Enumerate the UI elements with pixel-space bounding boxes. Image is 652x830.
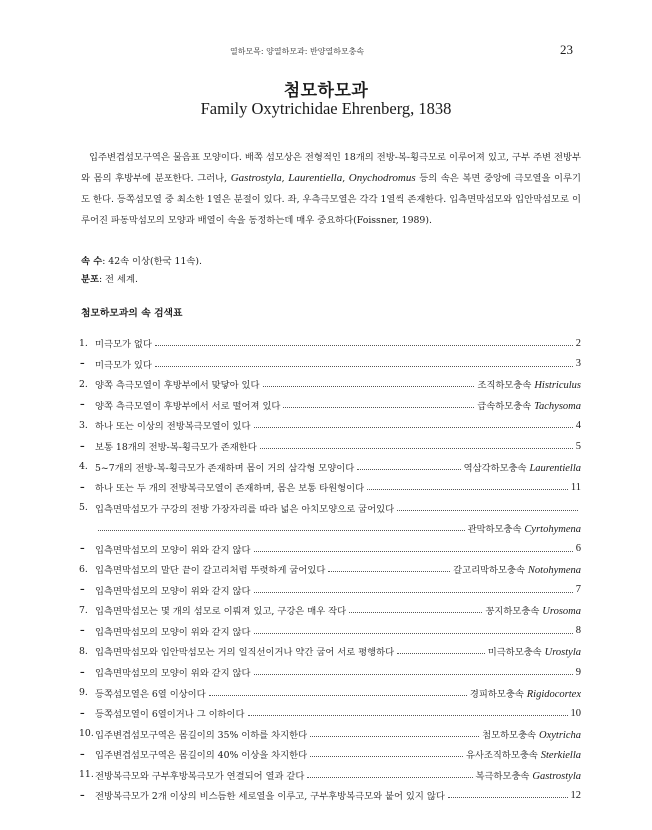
dot-leader — [357, 468, 460, 470]
dot-leader — [283, 406, 474, 408]
key-heading: 첨모하모과의 속 검색표 — [81, 308, 183, 319]
key-couplet-text: 미극모가 있다 — [95, 359, 152, 371]
genus-latin-name: Urosoma — [542, 606, 581, 618]
key-number: – — [80, 666, 85, 678]
key-line — [79, 744, 581, 765]
key-couplet-text: 입주변겹섬모구역은 몸길이의 35% 이하를 차지한다 — [95, 729, 308, 741]
key-number: – — [80, 399, 85, 411]
key-goto-number: 6 — [575, 543, 581, 555]
key-genus-result — [464, 460, 581, 474]
key-line — [79, 621, 581, 642]
key-line — [79, 600, 581, 621]
key-number: 10. — [79, 728, 94, 740]
key-number: 1. — [79, 337, 88, 349]
intro-sep-a: , — [281, 173, 289, 184]
key-genus-result — [477, 377, 581, 391]
intro-sep-b: , — [342, 173, 349, 184]
key-couplet-text: 등쪽섬모열이 6열이거나 그 이하이다 — [95, 709, 245, 721]
genus-latin-name: Oxytricha — [539, 729, 581, 741]
genus-korean-name: 유사조직하모충속 — [465, 750, 541, 762]
key-number: – — [80, 440, 85, 452]
dot-leader — [98, 529, 465, 531]
genus-latin-name: Laurentiella — [529, 462, 581, 474]
genus-korean-name: 복극하모충속 — [475, 770, 533, 782]
distribution-value: : 전 세계. — [98, 274, 138, 285]
dot-leader — [367, 488, 568, 490]
key-genus-result — [453, 562, 581, 576]
key-line — [79, 395, 581, 416]
key-line — [79, 641, 581, 662]
key-number: – — [80, 543, 85, 555]
genus-latin-name: Notohymena — [527, 565, 581, 577]
key-number: – — [80, 789, 85, 801]
dot-leader — [307, 776, 472, 778]
key-couplet-text: 입주변겹섬모구역은 몸길이의 40% 이상을 차지한다 — [95, 750, 308, 762]
key-line — [79, 580, 581, 601]
dot-leader — [155, 344, 573, 346]
genus-latin-name: Gastrostyla — [532, 770, 581, 782]
key-line — [79, 723, 581, 744]
dot-leader — [397, 652, 485, 654]
key-goto-number: 4 — [575, 419, 581, 431]
key-number: – — [80, 358, 85, 370]
genus-korean-name: 갈고리막하모충속 — [453, 565, 528, 577]
key-genus-result — [466, 747, 581, 761]
key-goto-number: 9 — [575, 666, 581, 678]
key-number: 9. — [79, 687, 88, 699]
key-number: – — [80, 707, 85, 719]
key-line — [79, 456, 581, 477]
key-goto-number: 12 — [570, 789, 581, 801]
genus-korean-name: 첨모하모충속 — [482, 729, 539, 741]
dot-leader — [209, 694, 467, 696]
key-genus-result — [468, 521, 581, 535]
key-couplet-text: 5~7개의 전방-복-횡극모가 존재하며 몸이 거의 삼각형 모양이다 — [95, 462, 355, 474]
genus-korean-name: 급속하모충속 — [477, 400, 535, 412]
key-couplet-text: 입측면막섬모의 모양이 위와 같지 않다 — [95, 626, 251, 638]
intro-paragraph — [81, 147, 581, 231]
genus-onychodromus: Onychodromus — [348, 172, 416, 184]
genus-gastrostyla: Gastrostyla — [230, 172, 282, 184]
key-couplet-text: 입측면막섬모의 말단 끝이 갈고리처럼 뚜렷하게 굽어있다 — [95, 565, 326, 577]
key-number: – — [80, 748, 85, 760]
key-genus-result — [485, 603, 581, 617]
genus-latin-name: Cyrtohymena — [524, 524, 581, 536]
dot-leader — [310, 755, 463, 757]
key-line — [79, 682, 581, 703]
dot-leader — [448, 796, 568, 798]
key-goto-number: 3 — [575, 358, 581, 370]
genus-korean-name: 꽁지하모충속 — [485, 606, 543, 618]
key-genus-result — [470, 686, 581, 700]
key-couplet-text: 입측면막섬모는 몇 개의 섬모로 이뤄져 있고, 구강은 매우 작다 — [95, 606, 347, 618]
key-goto-number: 2 — [575, 337, 581, 349]
key-genus-result — [482, 727, 581, 741]
key-genus-result — [476, 768, 581, 782]
key-line — [79, 785, 581, 806]
genera-value: : 42속 이상(한국 11속). — [102, 256, 202, 267]
key-couplet-text: 입측면막섬모가 구강의 전방 가장자리를 따라 넓은 아치모양으로 굽어있다 — [95, 503, 395, 515]
genus-korean-name: 관막하모충속 — [467, 524, 525, 536]
dot-leader — [260, 447, 573, 449]
key-goto-number: 7 — [575, 584, 581, 596]
key-couplet-text: 입측면막섬모의 모양이 위와 같지 않다 — [95, 668, 251, 680]
genus-latin-name: Histriculus — [534, 380, 581, 392]
key-number: 6. — [79, 563, 88, 575]
identification-key — [79, 333, 581, 806]
key-goto-number: 10 — [570, 707, 581, 719]
key-number: 4. — [79, 461, 88, 473]
key-line — [79, 436, 581, 457]
key-couplet-text: 하나 또는 두 개의 전방복극모열이 존재하며, 몸은 보통 타원형이다 — [95, 483, 365, 495]
key-line — [79, 559, 581, 580]
key-number: – — [80, 481, 85, 493]
key-couplet-text: 입측면막섬모의 모양이 위와 같지 않다 — [95, 544, 251, 556]
intro-text-1: 입주변겹섬모구역은 물음표 모양이다. 배쪽 섬모상은 전형적인 18개의 전방-복-횡극모로 이루어져 있고, 구부 주변 전방부와 몸의 후방부에 분포한다. 그러나, — [81, 152, 581, 184]
key-goto-number: 8 — [575, 625, 581, 637]
key-couplet-text: 입측면막섬모의 모양이 위와 같지 않다 — [95, 585, 251, 597]
genus-latin-name: Tachysoma — [534, 400, 581, 412]
key-couplet-text: 전방복극모와 구부후방복극모가 연결되어 열과 같다 — [95, 770, 305, 782]
dot-leader — [263, 385, 475, 387]
key-goto-number: 11 — [570, 481, 581, 493]
distribution-label: 분포 — [81, 274, 99, 285]
dot-leader — [349, 611, 482, 613]
key-line — [79, 477, 581, 498]
key-number: 5. — [79, 502, 88, 514]
key-couplet-text: 전방복극모가 2개 이상의 비스듬한 세로열을 이루고, 구부후방복극모와 붙어 있지 않다 — [95, 791, 445, 803]
running-header: 열하모목: 양열하모과: 반양열하모충속 — [230, 47, 365, 56]
key-genus-result — [488, 644, 581, 658]
genus-latin-name: Sterkiella — [540, 750, 581, 762]
key-number: 7. — [79, 604, 88, 616]
key-couplet-text: 미극모가 없다 — [95, 339, 152, 351]
family-title-english: Family Oxytrichidae Ehrenberg, 1838 — [200, 99, 452, 118]
key-line — [79, 354, 581, 375]
key-line — [79, 497, 581, 518]
dot-leader — [254, 550, 573, 552]
genus-laurentiella: Laurentiella — [288, 172, 343, 184]
key-line — [79, 518, 581, 539]
key-number: – — [80, 625, 85, 637]
dot-leader — [397, 509, 578, 511]
intro-text-2: 등의 속은 복면 중앙에 극모열을 이루기도 한다. 등쪽섬모열 중 최소한 1열은 분절이 있다. 좌, 우측극모열은 각각 1열씩 존재한다. 입측면막섬모와 입안막섬모로 이루어진 파동막섬모의 모양과 배열이 속을 동정하는데 매우 중요하다(Foissner, 1989). — [81, 173, 581, 226]
dot-leader — [155, 365, 573, 367]
family-title-korean: 첨모하모과 — [283, 81, 369, 101]
key-goto-number: 5 — [575, 440, 581, 452]
key-line — [79, 703, 581, 724]
key-number: 2. — [79, 378, 88, 390]
dot-leader — [254, 591, 573, 593]
dot-leader — [254, 673, 573, 675]
genus-latin-name: Rigidocortex — [526, 688, 581, 700]
genus-korean-name: 미극하모충속 — [487, 647, 545, 659]
key-line — [79, 374, 581, 395]
distribution — [81, 271, 138, 285]
page-number: 23 — [560, 42, 573, 57]
dot-leader — [328, 570, 450, 572]
key-couplet-text: 등쪽섬모열은 6열 이상이다 — [95, 688, 206, 700]
genus-korean-name: 역삼각하모충속 — [463, 462, 530, 474]
key-number: – — [80, 584, 85, 596]
dot-leader — [248, 714, 568, 716]
key-number: 8. — [79, 645, 88, 657]
genus-korean-name: 경피하모충속 — [469, 688, 527, 700]
key-number: 3. — [79, 419, 88, 431]
key-line — [79, 415, 581, 436]
key-line — [79, 538, 581, 559]
genera-count — [81, 253, 202, 267]
genera-label: 속 수 — [81, 256, 103, 267]
key-genus-result — [477, 398, 581, 412]
key-line — [79, 662, 581, 683]
dot-leader — [254, 426, 573, 428]
key-couplet-text: 양쪽 측극모열이 후방부에서 서로 떨어져 있다 — [95, 400, 281, 412]
genus-korean-name: 조직하모충속 — [477, 380, 535, 392]
key-couplet-text: 양쪽 측극모열이 후방부에서 맞닿아 있다 — [95, 380, 260, 392]
key-couplet-text: 하나 또는 이상의 전방복극모열이 있다 — [95, 421, 251, 433]
dot-leader — [254, 632, 573, 634]
key-number: 11. — [79, 769, 94, 781]
dot-leader — [310, 735, 479, 737]
key-couplet-text: 입측면막섬모와 입안막섬모는 거의 일직선이거나 약간 굽어 서로 평행하다 — [95, 647, 395, 659]
key-line — [79, 333, 581, 354]
key-line — [79, 764, 581, 785]
key-couplet-text: 보통 18개의 전방-복-횡극모가 존재한다 — [95, 442, 257, 453]
genus-latin-name: Urostyla — [544, 647, 581, 659]
